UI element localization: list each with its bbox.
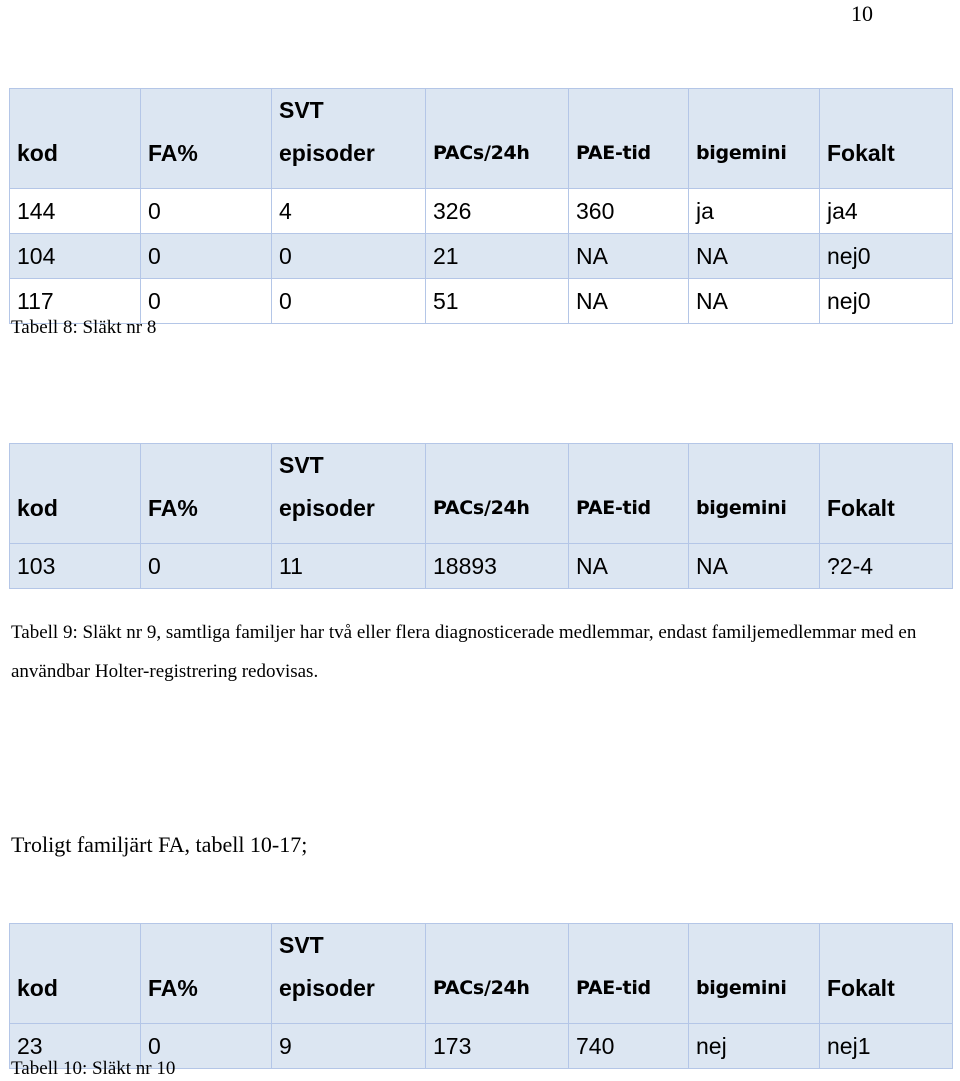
header-kod: kod (10, 444, 141, 544)
cell-fa: 0 (141, 544, 272, 589)
cell-pae: NA (569, 279, 689, 324)
page-number: 10 (851, 1, 873, 26)
cell-pacs: 21 (426, 234, 569, 279)
header-pae: PAE-tid (569, 444, 689, 544)
table-slakt-9 (9, 443, 953, 589)
header-bigemini: bigemini (689, 444, 820, 544)
header-pae: PAE-tid (569, 89, 689, 189)
cell-svt: 9 (272, 1024, 426, 1069)
cell-svt: 4 (272, 189, 426, 234)
table-header-row (10, 444, 953, 544)
header-fa: FA% (141, 89, 272, 189)
table-caption: Tabell 10: Släkt nr 10 (11, 1058, 176, 1079)
cell-kod: 117 (10, 279, 141, 324)
cell-svt: 11 (272, 544, 426, 589)
cell-fokalt: ja4 (820, 189, 953, 234)
cell-kod: 23 (10, 1024, 141, 1069)
cell-fa: 0 (141, 234, 272, 279)
table-caption: Tabell 8: Släkt nr 8 (11, 317, 157, 338)
cell-pacs: 326 (426, 189, 569, 234)
header-pae: PAE-tid (569, 924, 689, 1024)
table-slakt-10 (9, 923, 953, 1069)
cell-kod: 103 (10, 544, 141, 589)
header-svt: SVT episoder (272, 924, 426, 1024)
table-row (10, 234, 953, 279)
cell-bigemini: ja (689, 189, 820, 234)
cell-pae: NA (569, 234, 689, 279)
cell-fokalt: ?2-4 (820, 544, 953, 589)
cell-pacs: 173 (426, 1024, 569, 1069)
header-fokalt: Fokalt (820, 444, 953, 544)
cell-fokalt: nej0 (820, 234, 953, 279)
cell-bigemini: NA (689, 234, 820, 279)
header-fa: FA% (141, 444, 272, 544)
cell-svt: 0 (272, 279, 426, 324)
cell-bigemini: nej (689, 1024, 820, 1069)
cell-fa: 0 (141, 279, 272, 324)
cell-pae: NA (569, 544, 689, 589)
table-row (10, 189, 953, 234)
header-bigemini: bigemini (689, 89, 820, 189)
table-header-row (10, 924, 953, 1024)
header-fa: FA% (141, 924, 272, 1024)
cell-pae: 740 (569, 1024, 689, 1069)
header-pacs: PACs/24h (426, 924, 569, 1024)
cell-fa: 0 (141, 1024, 272, 1069)
cell-pacs: 18893 (426, 544, 569, 589)
header-fokalt: Fokalt (820, 924, 953, 1024)
header-pacs: PACs/24h (426, 89, 569, 189)
cell-bigemini: NA (689, 544, 820, 589)
header-kod: kod (10, 924, 141, 1024)
header-svt: SVT episoder (272, 89, 426, 189)
section-intro-text: Troligt familjärt FA, tabell 10-17; (11, 832, 308, 857)
table-row (10, 544, 953, 589)
cell-fokalt: nej0 (820, 279, 953, 324)
cell-fa: 0 (141, 189, 272, 234)
header-svt: SVT episoder (272, 444, 426, 544)
cell-bigemini: NA (689, 279, 820, 324)
table-slakt-8 (9, 88, 953, 324)
header-bigemini: bigemini (689, 924, 820, 1024)
table-header-row (10, 89, 953, 189)
header-kod: kod (10, 89, 141, 189)
header-pacs: PACs/24h (426, 444, 569, 544)
cell-svt: 0 (272, 234, 426, 279)
cell-kod: 104 (10, 234, 141, 279)
cell-fokalt: nej1 (820, 1024, 953, 1069)
cell-pae: 360 (569, 189, 689, 234)
cell-pacs: 51 (426, 279, 569, 324)
table-caption: Tabell 9: Släkt nr 9, samtliga familjer har två eller flera diagnosticerade medlemmar, endast familjemedlemmar med en användbar Holter-registrering redovisas. (11, 622, 917, 682)
header-fokalt: Fokalt (820, 89, 953, 189)
cell-kod: 144 (10, 189, 141, 234)
